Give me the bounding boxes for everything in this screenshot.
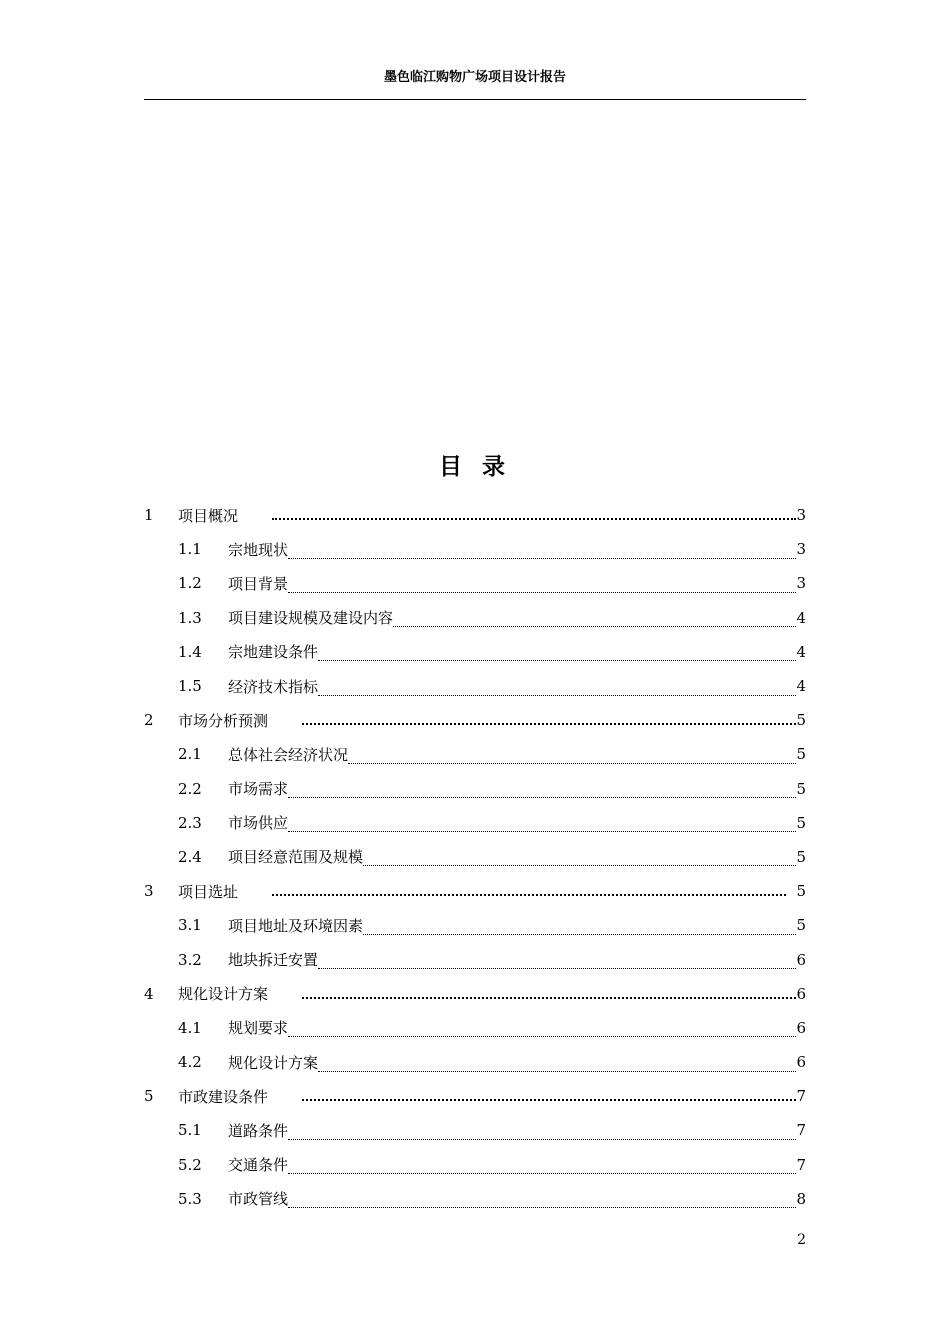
toc-dot-leader bbox=[318, 660, 796, 661]
toc-entry-number: 1.2 bbox=[178, 574, 202, 593]
toc-section-entry[interactable] bbox=[144, 1045, 806, 1079]
toc-entry-page: 6 bbox=[796, 950, 806, 969]
toc-entry-title: 道路条件 bbox=[228, 1121, 289, 1140]
toc-entry-page: 5 bbox=[796, 847, 806, 866]
toc-dot-leader bbox=[302, 723, 796, 725]
toc-dot-leader bbox=[318, 695, 796, 696]
toc-entry-number: 1.4 bbox=[178, 642, 202, 661]
toc-entry-page: 3 bbox=[796, 574, 806, 593]
toc-entry-number: 1.3 bbox=[178, 608, 202, 627]
toc-entry-number: 1.1 bbox=[178, 540, 202, 559]
toc-entry-page: 5 bbox=[796, 813, 806, 832]
toc-entry-page: 3 bbox=[796, 506, 806, 525]
toc-entry-title: 市场需求 bbox=[228, 780, 289, 799]
toc-dot-leader bbox=[288, 1139, 796, 1140]
toc-entry-title: 总体社会经济状况 bbox=[228, 745, 349, 764]
toc-entry-title: 项目背景 bbox=[228, 574, 289, 593]
toc-entry-number: 2.4 bbox=[178, 847, 202, 866]
toc-dot-leader bbox=[302, 997, 796, 999]
toc-entry-page: 3 bbox=[796, 540, 806, 559]
toc-entry-page: 5 bbox=[796, 882, 806, 901]
toc-section-entry[interactable] bbox=[144, 1148, 806, 1182]
toc-entry-number: 1 bbox=[144, 506, 154, 525]
toc-section-entry[interactable] bbox=[144, 772, 806, 806]
toc-entry-number: 5 bbox=[144, 1087, 154, 1106]
toc-entry-number: 1.5 bbox=[178, 677, 202, 696]
toc-entry-page: 6 bbox=[796, 1018, 806, 1037]
toc-dot-leader bbox=[288, 1173, 796, 1174]
toc-title: 目 录 bbox=[438, 454, 511, 480]
toc-entry-title: 项目选址 bbox=[178, 882, 239, 901]
toc-entry-title: 规划要求 bbox=[228, 1019, 289, 1038]
toc-entry-title: 规化设计方案 bbox=[228, 1053, 319, 1072]
toc-section-entry[interactable] bbox=[144, 566, 806, 600]
toc-section-entry[interactable] bbox=[144, 1011, 806, 1045]
toc-dot-leader bbox=[288, 592, 796, 593]
toc-entry-title: 市场分析预测 bbox=[178, 711, 269, 730]
table-of-contents bbox=[144, 498, 806, 1216]
toc-entry-page: 6 bbox=[796, 1053, 806, 1072]
toc-section-entry[interactable] bbox=[144, 1182, 806, 1216]
toc-section-entry[interactable] bbox=[144, 840, 806, 874]
toc-dot-leader bbox=[363, 865, 796, 866]
toc-entry-title: 宗地现状 bbox=[228, 540, 289, 559]
toc-chapter-entry[interactable] bbox=[144, 977, 806, 1011]
toc-entry-page: 5 bbox=[796, 916, 806, 935]
toc-entry-title: 市政管线 bbox=[228, 1190, 289, 1209]
toc-entry-title: 地块拆迁安置 bbox=[228, 951, 319, 970]
toc-entry-page: 5 bbox=[796, 779, 806, 798]
page-number: 2 bbox=[797, 1232, 806, 1248]
toc-entry-page: 7 bbox=[796, 1121, 806, 1140]
toc-entry-number: 5.1 bbox=[178, 1121, 202, 1140]
toc-dot-leader bbox=[272, 894, 786, 896]
toc-entry-number: 2.1 bbox=[178, 745, 202, 764]
toc-entry-title: 市政建设条件 bbox=[178, 1087, 269, 1106]
toc-section-entry[interactable] bbox=[144, 737, 806, 771]
toc-entry-number: 3.2 bbox=[178, 950, 202, 969]
toc-entry-title: 宗地建设条件 bbox=[228, 643, 319, 662]
toc-entry-title: 交通条件 bbox=[228, 1156, 289, 1175]
toc-dot-leader bbox=[318, 968, 796, 969]
toc-chapter-entry[interactable] bbox=[144, 498, 806, 532]
toc-dot-leader bbox=[393, 626, 796, 627]
toc-dot-leader bbox=[288, 1036, 796, 1037]
toc-entry-page: 5 bbox=[796, 711, 806, 730]
toc-entry-title: 经济技术指标 bbox=[228, 677, 319, 696]
toc-entry-number: 5.3 bbox=[178, 1189, 202, 1208]
toc-dot-leader bbox=[348, 763, 796, 764]
toc-section-entry[interactable] bbox=[144, 942, 806, 976]
toc-entry-page: 4 bbox=[796, 642, 806, 661]
toc-entry-page: 7 bbox=[796, 1155, 806, 1174]
toc-dot-leader bbox=[288, 831, 796, 832]
toc-entry-title: 市场供应 bbox=[228, 814, 289, 833]
toc-chapter-entry[interactable] bbox=[144, 703, 806, 737]
toc-entry-number: 3 bbox=[144, 882, 154, 901]
toc-entry-page: 4 bbox=[796, 608, 806, 627]
toc-entry-page: 6 bbox=[796, 984, 806, 1003]
toc-entry-number: 2 bbox=[144, 711, 154, 730]
toc-section-entry[interactable] bbox=[144, 908, 806, 942]
header-divider bbox=[144, 99, 806, 100]
toc-section-entry[interactable] bbox=[144, 601, 806, 635]
toc-dot-leader bbox=[288, 797, 796, 798]
toc-entry-number: 4 bbox=[144, 984, 154, 1003]
toc-dot-leader bbox=[288, 1207, 796, 1208]
toc-dot-leader bbox=[272, 518, 796, 520]
toc-entry-number: 4.1 bbox=[178, 1018, 202, 1037]
toc-entry-title: 项目地址及环境因素 bbox=[228, 916, 364, 935]
toc-entry-title: 项目建设规模及建设内容 bbox=[228, 609, 394, 628]
toc-entry-number: 2.3 bbox=[178, 813, 202, 832]
toc-entry-title: 项目经意范围及规模 bbox=[228, 848, 364, 867]
toc-section-entry[interactable] bbox=[144, 635, 806, 669]
toc-dot-leader bbox=[302, 1099, 796, 1101]
toc-dot-leader bbox=[363, 934, 796, 935]
toc-dot-leader bbox=[288, 558, 796, 559]
toc-section-entry[interactable] bbox=[144, 806, 806, 840]
toc-dot-leader bbox=[318, 1071, 796, 1072]
toc-entry-page: 7 bbox=[796, 1087, 806, 1106]
toc-entry-number: 4.2 bbox=[178, 1053, 202, 1072]
toc-entry-number: 2.2 bbox=[178, 779, 202, 798]
toc-section-entry[interactable] bbox=[144, 669, 806, 703]
toc-entry-title: 项目概况 bbox=[178, 506, 239, 525]
toc-chapter-entry[interactable] bbox=[144, 874, 806, 908]
toc-entry-page: 5 bbox=[796, 745, 806, 764]
toc-entry-page: 4 bbox=[796, 677, 806, 696]
page-header-title: 墨色临江购物广场项目设计报告 bbox=[383, 70, 566, 85]
toc-chapter-entry[interactable] bbox=[144, 1079, 806, 1113]
toc-section-entry[interactable] bbox=[144, 1113, 806, 1147]
toc-entry-number: 3.1 bbox=[178, 916, 202, 935]
toc-entry-number: 5.2 bbox=[178, 1155, 202, 1174]
toc-entry-page: 8 bbox=[796, 1189, 806, 1208]
toc-entry-title: 规化设计方案 bbox=[178, 985, 269, 1004]
toc-section-entry[interactable] bbox=[144, 532, 806, 566]
